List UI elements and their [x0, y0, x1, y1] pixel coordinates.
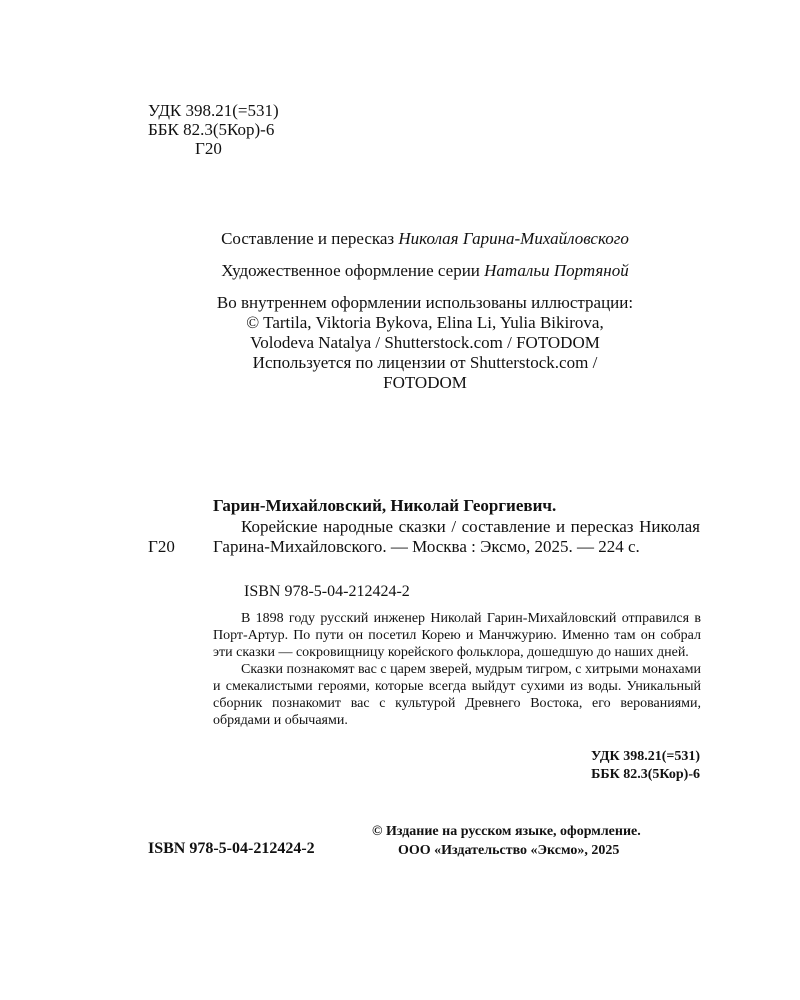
- classification-codes: [148, 101, 279, 158]
- bibliographic-description: [213, 517, 700, 557]
- copyright-line: ООО «Издательство «Эксмо», 2025: [398, 843, 620, 858]
- illustration-line: Используется по лицензии от Shutterstock.com /: [252, 353, 598, 372]
- record-codes: [520, 748, 700, 784]
- footer-isbn: ISBN 978-5-04-212424-2: [148, 840, 315, 857]
- record-author-mark: Г20: [148, 537, 175, 556]
- retelling-label: Составление и пересказ: [221, 229, 399, 248]
- design-credit: [100, 261, 750, 281]
- retelling-credit: [100, 229, 750, 249]
- udc-code: УДК 398.21(=531): [148, 101, 279, 120]
- retelling-name: Николая Гарина-Михайловского: [398, 229, 629, 248]
- description-text: Корейские народные сказки / составление и пересказ Николая Гарина-Михайловского. — Москва : Эксмо, 2025. — 224 с.: [213, 517, 700, 556]
- annotation-paragraph: В 1898 году русский инженер Николай Гарин-Михайловский отправился в Порт-Артур. По пути он посетил Корею и Манчжурию. Именно там он собрал эти сказки — сокровищницу корейского фольклора, дошедшую до наших дней.: [213, 611, 701, 660]
- author-mark: Г20: [195, 139, 222, 158]
- record-heading: Гарин-Михайловский, Николай Георгиевич.: [213, 496, 557, 515]
- bbk-code: ББК 82.3(5Кор)-6: [148, 120, 275, 139]
- annotation: [213, 610, 701, 729]
- record-isbn: ISBN 978-5-04-212424-2: [244, 583, 410, 600]
- copyright-notice: [372, 822, 704, 860]
- illustration-line: FOTODOM: [383, 373, 467, 392]
- record-udc: УДК 398.21(=531): [591, 749, 700, 764]
- illustration-line: Volodeva Natalya / Shutterstock.com / FOTODOM: [250, 333, 600, 352]
- design-label: Художественное оформление серии: [221, 261, 485, 280]
- record-bbk: ББК 82.3(5Кор)-6: [591, 767, 700, 782]
- annotation-paragraph: Сказки познакомят вас с царем зверей, мудрым тигром, с хитрыми монахами и смекалистыми героями, которые всегда выйдут сухими из воды. Уникальный сборник познакомит вас с культурой Древнего Востока, его верованиями, обрядами и обычаями.: [213, 662, 701, 728]
- illustration-credits: [100, 293, 750, 393]
- copyright-line: © Издание на русском языке, оформление.: [372, 824, 641, 839]
- design-name: Натальи Портяной: [484, 261, 629, 280]
- illustration-line: Во внутреннем оформлении использованы иллюстрации:: [216, 293, 634, 312]
- illustration-line: © Tartila, Viktoria Bykova, Elina Li, Yulia Bikirova,: [246, 313, 604, 332]
